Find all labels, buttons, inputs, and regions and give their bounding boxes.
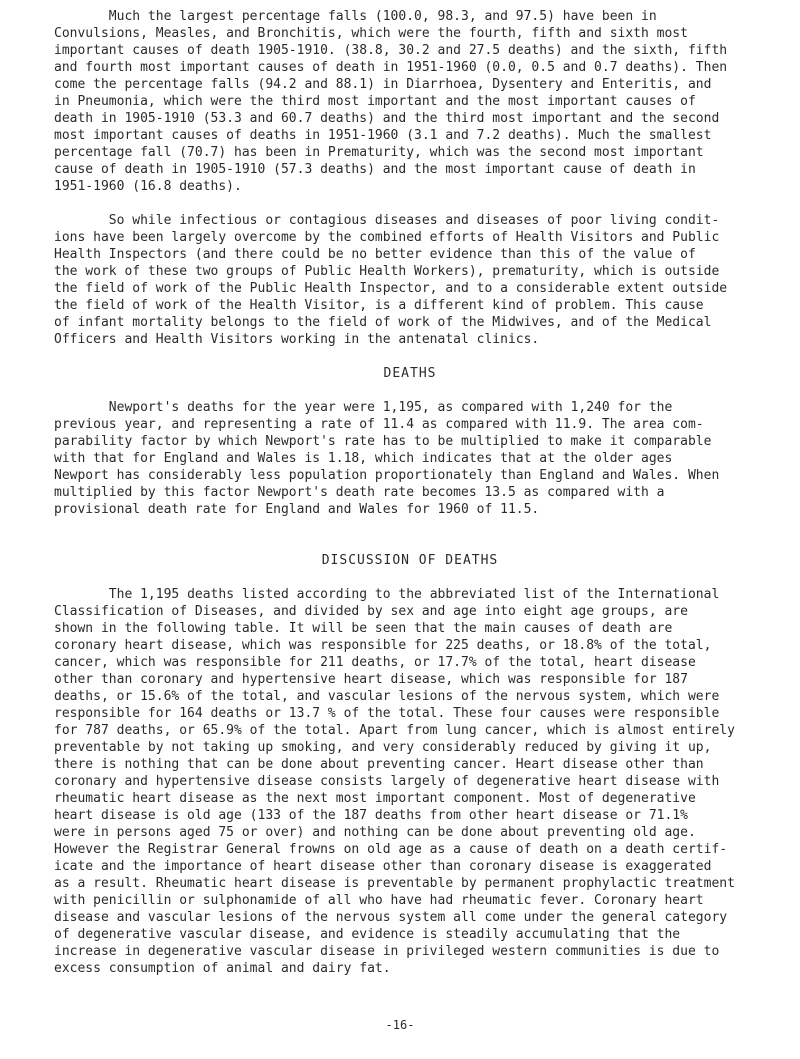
heading-deaths: DEATHS bbox=[383, 366, 437, 381]
paragraph-infectious-diseases: So while infectious or contagious diseases and diseases of poor living condit- ions have been largely overcome by the combined efforts of Health Visitors and Public Health Inspectors (and there could be no better evidence than this of the value of the work of these two groups of Public Health Workers), prematurity, which is outside the field of work of the Public Health Inspector, and to a considerable extent outside the field of work of the Health Visitor, is a different kind of problem. This cause of infant mortality belongs to the field of work of the Midwives, and of the Medical Officers and Health Visitors working in the antenatal clinics. bbox=[54, 213, 728, 347]
heading-discussion-of-deaths: DISCUSSION OF DEATHS bbox=[321, 553, 499, 568]
spacer bbox=[54, 569, 766, 586]
paragraph-newport-deaths: Newport's deaths for the year were 1,195, as compared with 1,240 for the previous year, and representing a rate of 11.4 as compared with 11.9. The area com- parability factor by which Newport's rate has to be multiplied to make it comparable with that for England and Wales is 1.18, which indicates that at the older ages Newport has considerably less population proportionately than England and Wales. When multiplied by this factor Newport's death rate becomes 13.5 as compared with a provisional death rate for England and Wales for 1960 of 11.5. bbox=[54, 400, 720, 517]
page-number: -16- bbox=[385, 1018, 415, 1032]
paragraph-percentage-falls: Much the largest percentage falls (100.0, 98.3, and 97.5) have been in Convulsions, Measles, and Bronchitis, which were the fourth, fifth and sixth most important causes of death 1905-1910. (38.8, 30.2 and 27.5 deaths) and the sixth, fifth and fourth most important causes of death in 1951-1960 (0.0, 0.5 and 0.7 deaths). Then come the percentage falls (94.2 and 88.1) in Diarrhoea, Dysentery and Enteritis, and in Pneumonia, which were the third most important and the most important causes of death in 1905-1910 (53.3 and 60.7 deaths) and the third most important and the second most important causes of deaths in 1951-1960 (3.1 and 7.2 deaths). Much the smallest percentage fall (70.7) has been in Prematurity, which was the second most important cause of death in 1905-1910 (57.3 deaths) and the most important cause of death in 1951-1960 (16.8 deaths). bbox=[54, 9, 728, 194]
document-page bbox=[54, 8, 766, 977]
spacer bbox=[54, 348, 766, 365]
spacer bbox=[54, 518, 766, 535]
paragraph-discussion: The 1,195 deaths listed according to the abbreviated list of the International Classification of Diseases, and divided by sex and age into eight age groups, are shown in the following table. It will be seen that the main causes of death are coronary heart disease, which was responsible for 225 deaths, or 18.8% of the total, cancer, which was responsible for 211 deaths, or 17.7% of the total, heart disease other than coronary and hypertensive heart disease, which was responsible for 187 deaths, or 15.6% of the total, and vascular lesions of the nervous system, which were responsible for 164 deaths or 13.7 % of the total. These four causes were responsible for 787 deaths, or 65.9% of the total. Apart from lung cancer, which is almost entirely preventable by not taking up smoking, and very considerably reduced by giving it up, there is nothing that can be done about preventing cancer. Heart disease other than coronary and hypertensive disease consists largely of degenerative heart disease with rheumatic heart disease as the next most important component. Most of degenerative heart disease is old age (133 of the 187 deaths from other heart disease or 71.1% were in persons aged 75 or over) and nothing can be done about preventing old age. However the Registrar General frowns on old age as a cause of death on a death certif- icate and the importance of heart disease other than coronary disease is exaggerated as a result. Rheumatic heart disease is preventable by permanent prophylactic treatment with penicillin or sulphonamide of all who have had rheumatic fever. Coronary heart disease and vascular lesions of the nervous system all come under the general category of degenerative vascular disease, and evidence is steadily accumulating that the increase in degenerative vascular disease in privileged western communities is due to excess consumption of animal and dairy fat. bbox=[54, 587, 735, 976]
spacer bbox=[54, 195, 766, 212]
spacer bbox=[54, 535, 766, 552]
spacer bbox=[54, 382, 766, 399]
